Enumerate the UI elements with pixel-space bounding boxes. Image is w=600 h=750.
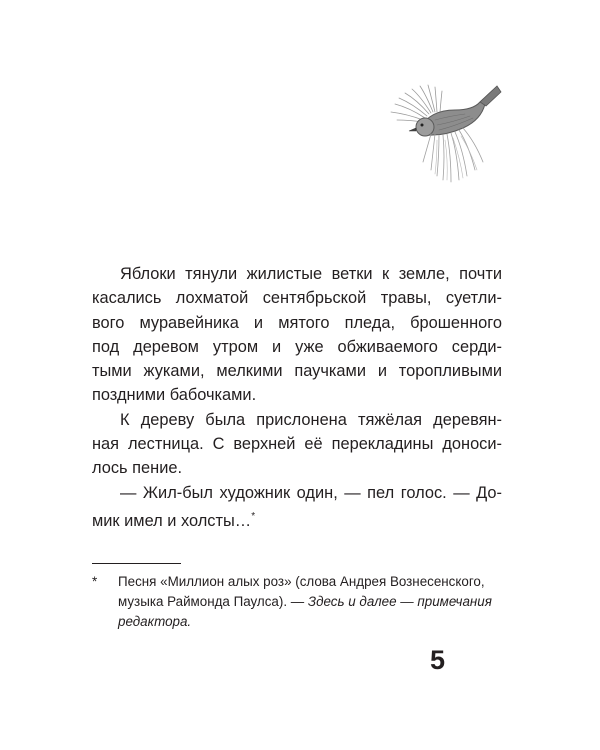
story-text [92, 262, 502, 529]
footnote-line-plain: музыка Раймонда Паулса). — [118, 593, 308, 609]
text-line: вого муравейника и мятого пледа, брошенного [92, 313, 502, 332]
text-line: лось пение. [92, 459, 183, 478]
footnote-line-italic: Здесь и далее — примечания [307, 593, 492, 609]
text-line-with-ref [92, 505, 502, 529]
text-line: Яблоки тянули жилистые ветки к земле, почти [120, 265, 502, 283]
paragraph-1 [92, 262, 502, 408]
footnote [92, 572, 512, 631]
text-line: касались лохматой сентябрьской травы, суетли- [92, 289, 502, 308]
text-line: тыми жуками, мелкими паучками и торопливыми [92, 362, 502, 381]
text-line: под деревом утром и уже обживаемого серди- [92, 337, 502, 356]
flying-bird-icon [391, 85, 501, 182]
text-line: — Жил-был художник один, — пел голос. — До- [120, 483, 502, 502]
footnote-marker: * [92, 574, 98, 589]
text-line: К дереву была прислонена тяжёлая деревян- [120, 410, 502, 429]
footnote-line [118, 592, 512, 612]
page-number: 5 [430, 645, 446, 675]
flying-bird-illustration [385, 80, 510, 190]
footnote-line: редактора. [118, 613, 192, 629]
text-line: ная лестница. С верхней её перекладины доноси- [92, 435, 502, 454]
paragraph-2 [92, 408, 502, 481]
text-line: мик имел и холсты… [92, 511, 252, 530]
paragraph-3 [92, 481, 502, 530]
footnote-line: Песня «Миллион алых роз» (слова Андрея Вознесенского, [118, 574, 485, 589]
footnote-divider [92, 563, 181, 564]
footnote-reference: * [251, 510, 256, 522]
footnote-text [118, 572, 512, 631]
text-line: поздними бабочками. [92, 386, 257, 405]
